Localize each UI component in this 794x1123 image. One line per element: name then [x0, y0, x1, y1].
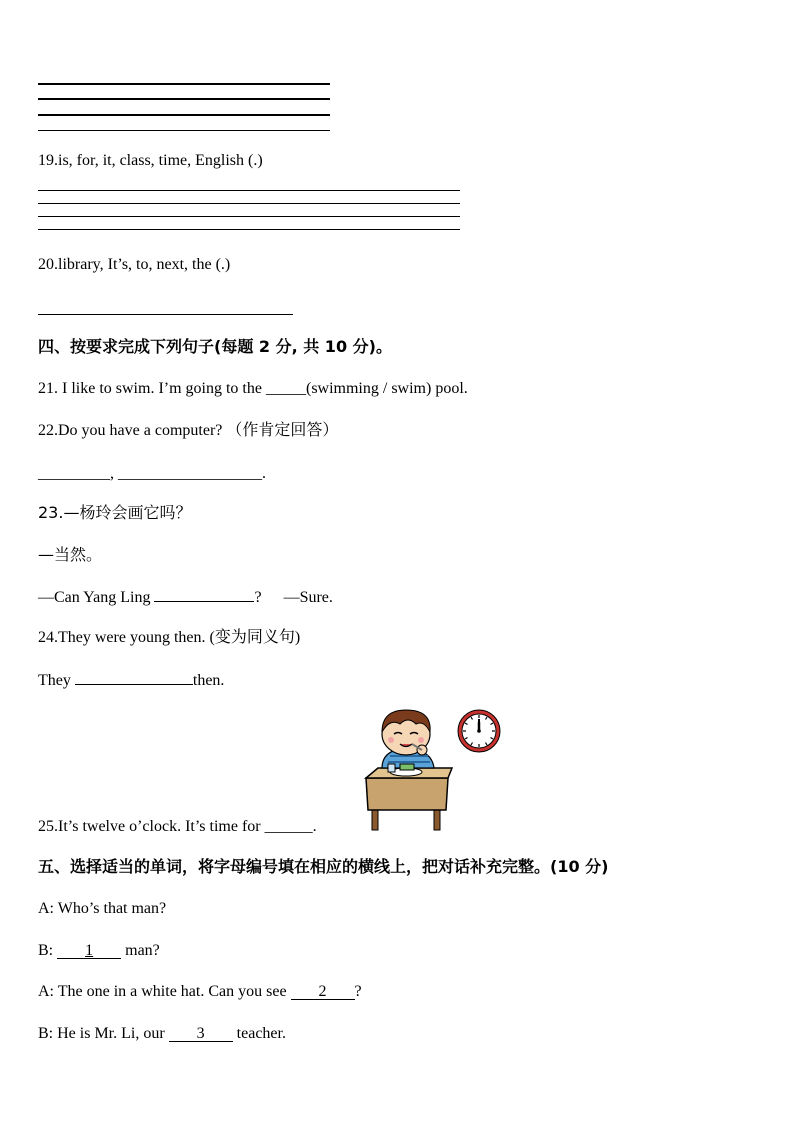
dialogue-line-2 [38, 941, 160, 961]
blank-2 [291, 984, 355, 1000]
section5-heading: 五、选择适当的单词，将字母编号填在相应的横线上，把对话补充完整。(10 分) [38, 857, 609, 876]
speaker: A: [38, 900, 54, 917]
q23-blank [154, 587, 254, 602]
q24-line [38, 670, 224, 691]
speaker: A: [38, 983, 54, 1000]
dialogue-text: Who’s that man? [57, 900, 167, 917]
answer-line [38, 130, 330, 131]
q22-answer-line: _________, __________________. [38, 465, 266, 482]
q24-post: then. [192, 672, 225, 689]
dialogue-text: teacher. [236, 1025, 286, 1042]
blank-number: 1 [85, 942, 94, 959]
blank-1 [57, 943, 121, 959]
q23-en-post: ? [254, 589, 262, 606]
dialogue-line-3 [38, 982, 362, 1002]
dialogue-text: man? [125, 942, 160, 959]
answer-line [38, 216, 460, 217]
blank-3 [169, 1026, 233, 1042]
answer-line [38, 314, 293, 315]
q23-cn-answer: —当然。 [38, 545, 103, 564]
q25-line [38, 817, 317, 837]
dialogue-text: The one in a white hat. Can you see [57, 983, 287, 1000]
q23-en-pre: —Can Yang Ling [38, 589, 155, 606]
q24-pre: They [38, 672, 75, 689]
q23-cn-question: 23.—杨玲会画它吗？ [38, 503, 192, 522]
section4-heading: 四、按要求完成下列句子(每题 2 分, 共 10 分)。 [38, 337, 392, 356]
q24-prompt: 24.They were young then. (变为同义句) [38, 629, 301, 646]
dialogue-line-4 [38, 1024, 286, 1044]
q21-pre: 21. I like to swim. I’m going to the [38, 380, 266, 397]
speaker: B: [38, 1025, 54, 1042]
q21-blank: _____ [265, 380, 306, 397]
blank-number: 2 [318, 983, 327, 1000]
dialogue-line-1 [38, 899, 166, 919]
answer-line [38, 229, 460, 230]
q23-en-reply: —Sure. [283, 589, 333, 606]
answer-line [38, 190, 460, 191]
q25-blank: ______ [264, 818, 313, 835]
q21-line [38, 379, 468, 399]
q25-pre: 25.It’s twelve o’clock. It’s time for [38, 818, 265, 835]
q21-post: (swimming / swim) pool. [305, 380, 468, 397]
boy-eating-illustration [360, 706, 460, 834]
q25-post: . [312, 818, 317, 835]
q20-prompt: 20.library, It’s, to, next, the (.) [38, 256, 231, 273]
blank-number: 3 [196, 1025, 205, 1042]
clock-icon [456, 708, 502, 754]
answer-line [38, 203, 460, 204]
answer-line [38, 98, 330, 100]
dialogue-text: He is Mr. Li, our [57, 1025, 165, 1042]
answer-line [38, 83, 330, 85]
dialogue-text: ? [354, 983, 362, 1000]
q23-en-line [38, 587, 333, 608]
answer-line [38, 114, 330, 116]
speaker: B: [38, 942, 54, 959]
q24-blank [75, 670, 193, 685]
q22-prompt: 22.Do you have a computer? （作肯定回答） [38, 422, 339, 439]
q19-prompt: 19.is, for, it, class, time, English (.) [38, 152, 263, 169]
